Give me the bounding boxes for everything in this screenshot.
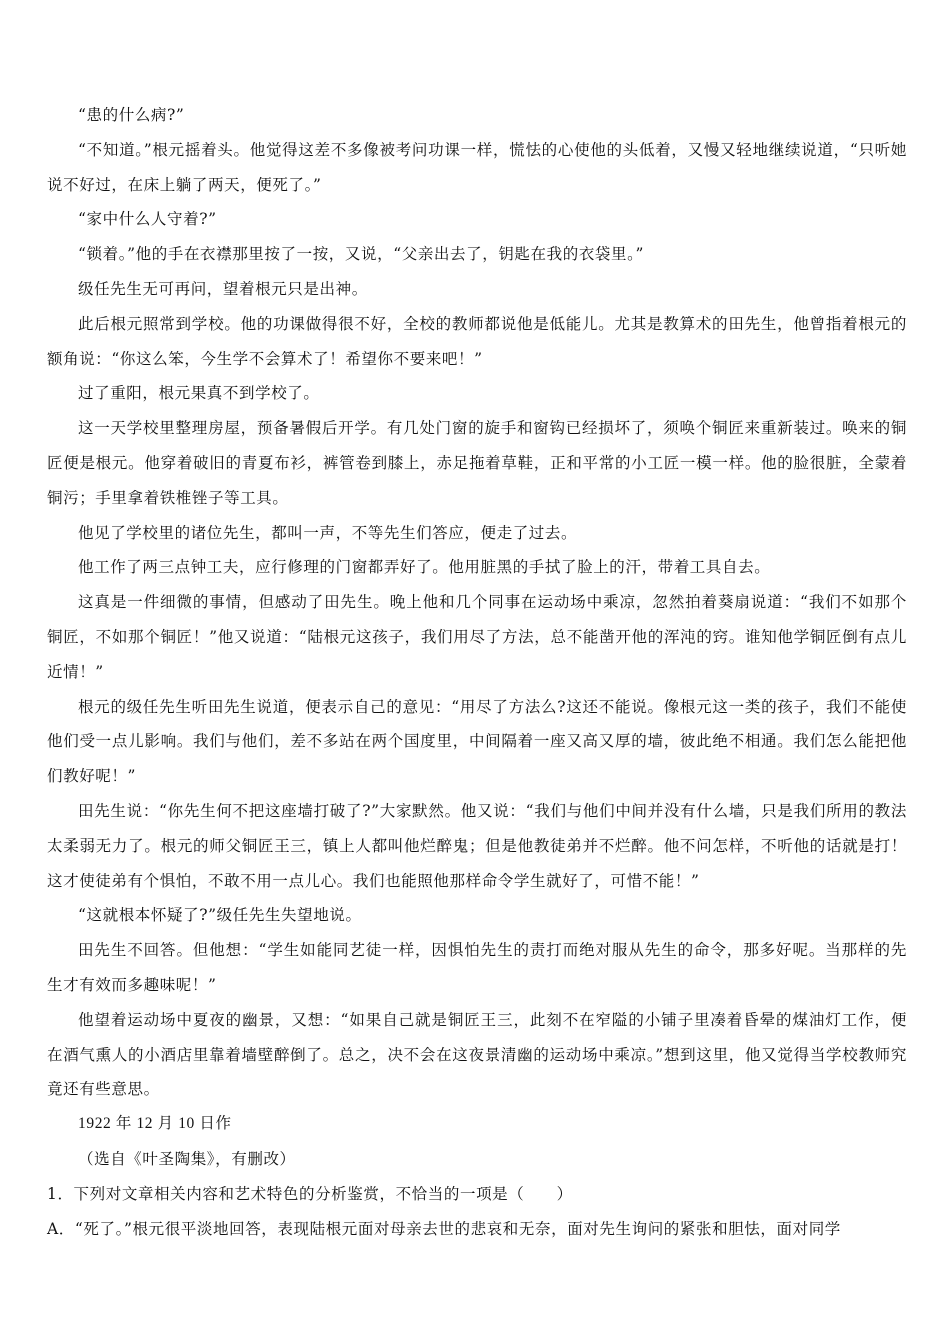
paragraph-low-ability: 此后根元照常到学校。他的功课做得很不好，全校的教师都说他是低能儿。尤其是教算术的田先生，他曾指着根元的额角说：“你这么笨，今生学不会算术了！希望你不要来吧！” [47, 314, 907, 368]
paragraph-chongyang: 过了重阳，根元果真不到学校了。 [78, 384, 320, 403]
paragraph-coppersmith-arrives: 这一天学校里整理房屋，预备暑假后开学。有几处门窗的旋手和窗钩已经损坏了，须唤个铜匠来重新装过。唤来的铜匠便是根元。他穿着破旧的青夏布衫，裤管卷到膝上，赤足拖着草鞋，正和平常的小工匠一模一样。他的脸很脏，全蒙着铜污；手里拿着铁椎锉子等工具。 [47, 419, 907, 507]
paragraph-dont-know: “不知道。”根元摇着头。他觉得这差不多像被考问功课一样，慌怯的心使他的头低着，又慢又轻地继续说道，“只听她说不好过，在床上躺了两天，便死了。” [47, 140, 907, 194]
paragraph-doubt: “这就根本怀疑了?”级任先生失望地说。 [78, 906, 362, 925]
date-line: 1922 年 12 月 10 日作 [78, 1115, 232, 1133]
source-line: （选自《叶圣陶集》，有删改） [78, 1149, 296, 1168]
paragraph-teacher-stares: 级任先生无可再问，望着根元只是出神。 [78, 279, 368, 298]
paragraph-tian-moved: 这真是一件细微的事情，但感动了田先生。晚上他和几个同事在运动场中乘凉，忽然拍着葵扇说道：“我们不如那个铜匠，不如那个铜匠！”他又说道：“陆根元这孩子，我们用尽了方法，总不能凿开他的浑沌的窍。谁知他学铜匠倒有点儿近情！” [47, 593, 907, 681]
paragraph-night-scene: 他望着运动场中夏夜的幽景，又想：“如果自己就是铜匠王三，此刻不在窄隘的小铺子里凑着昏晕的煤油灯工作，便在酒气熏人的小酒店里靠着墙壁醉倒了。总之，决不会在这夜景清幽的运动场中乘凉。”想到这里，他又觉得当学校教师究竟还有些意思。 [47, 1010, 907, 1099]
question-1-option-a: A．“死了。”根元很平淡地回答，表现陆根元面对母亲去世的悲哀和无奈，面对先生询问的紧张和胆怯，面对同学 [47, 1219, 841, 1238]
paragraph-greets-teachers: 他见了学校里的诸位先生，都叫一声，不等先生们答应，便走了过去。 [78, 523, 578, 542]
paragraph-who-guards-home: “家中什么人守着?” [78, 210, 217, 229]
article-body [47, 98, 907, 1246]
paragraph-repairs-done: 他工作了两三点钟工夫，应行修理的门窗都弄好了。他用脏黑的手拭了脸上的汗，带着工具自去。 [78, 558, 771, 577]
paragraph-class-teacher-opinion: 根元的级任先生听田先生说道，便表示自己的意见：“用尽了方法么?这还不能说。像根元这一类的孩子，我们不能使他们受一点儿影响。我们与他们，差不多站在两个国度里，中间隔着一座又高又厚的墙，彼此绝不相通。我们怎么能把他们教好呢！” [47, 697, 907, 786]
paragraph-dialogue-illness: “患的什么病?” [78, 106, 185, 124]
paragraph-tian-wall: 田先生说：“你先生何不把这座墙打破了?”大家默然。他又说：“我们与他们中间并没有什么墙，只是我们所用的教法太柔弱无力了。根元的师父铜匠王三，镇上人都叫他烂醉鬼；但是他教徒弟并不烂醉。他不问怎样，不听他的话就是打！这才使徒弟有个惧怕，不敢不用一点儿心。我们也能照他那样命令学生就好了，可惜不能！” [47, 801, 907, 890]
question-1: 1．下列对文章相关内容和艺术特色的分析鉴赏，不恰当的一项是（ ） [47, 1184, 573, 1203]
paragraph-tian-thinks: 田先生不回答。但他想：“学生如能同艺徒一样，因惧怕先生的责打而绝对服从先生的命令，那多好呢。当那样的先生才有效而多趣味呢！” [47, 941, 907, 994]
paragraph-locked: “锁着。”他的手在衣襟那里按了一按，又说，“父亲出去了，钥匙在我的衣袋里。” [78, 245, 644, 264]
